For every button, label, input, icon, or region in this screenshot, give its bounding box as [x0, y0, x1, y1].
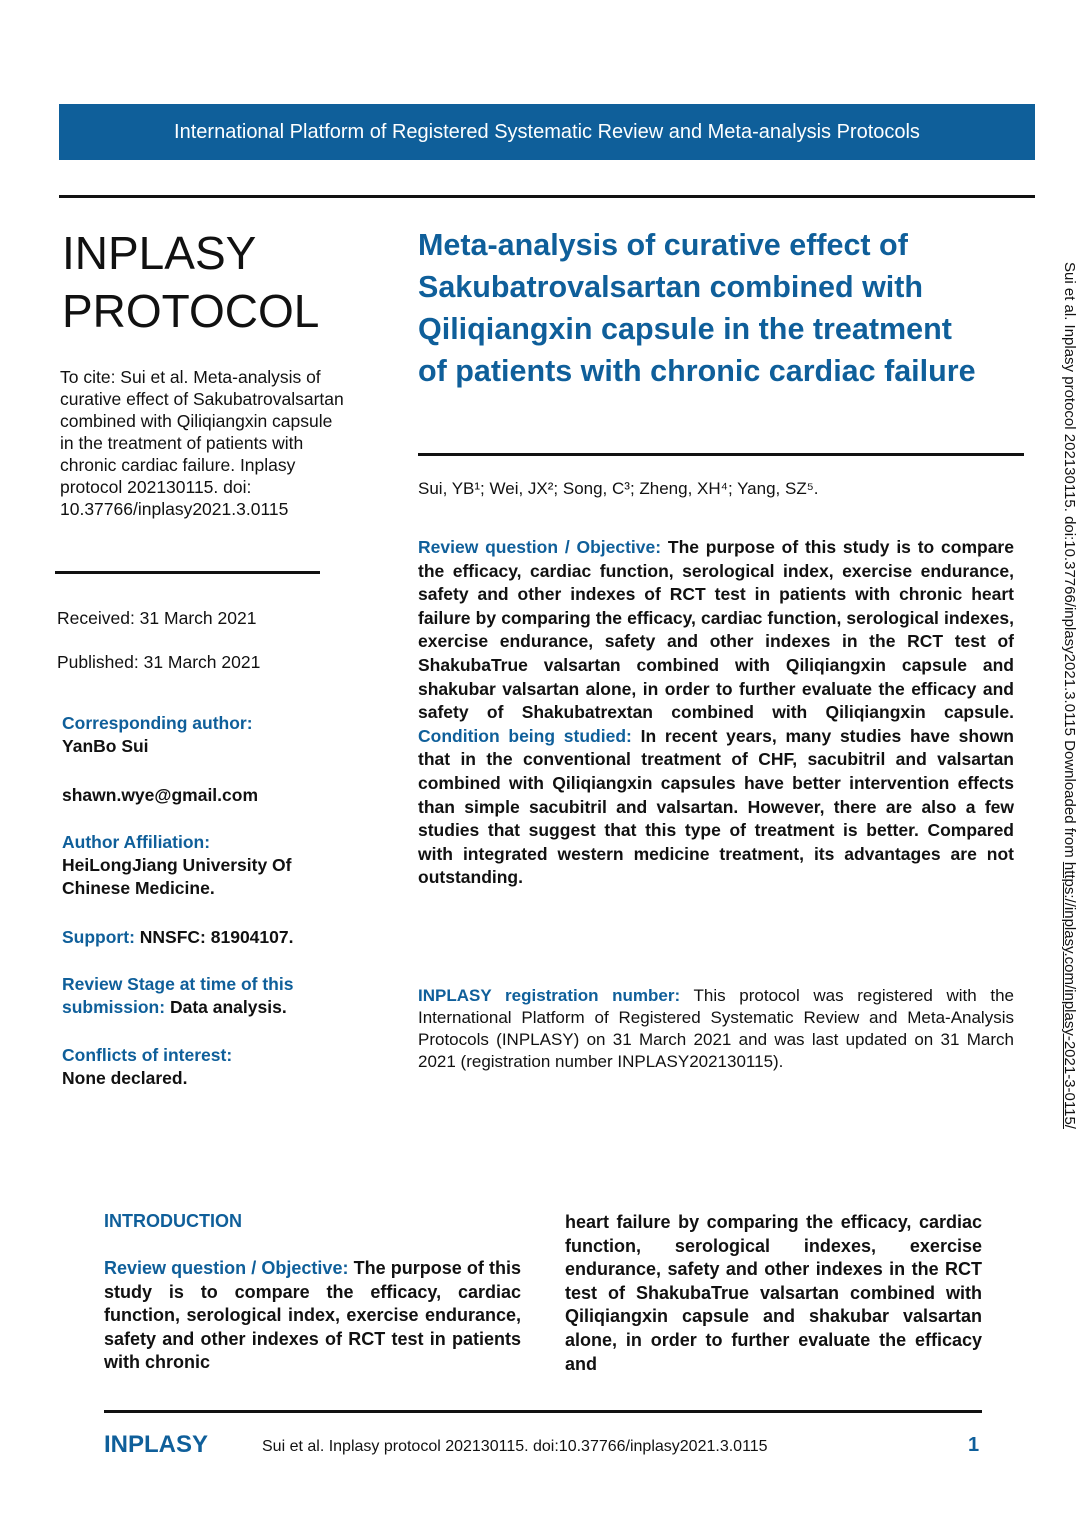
- received-date: Received: 31 March 2021: [57, 608, 257, 628]
- conflicts-value: None declared.: [62, 1068, 188, 1088]
- affiliation-block: [62, 831, 352, 900]
- footer-brand: INPLASY: [104, 1431, 209, 1458]
- support-value: NNSFC: 81904107.: [139, 927, 294, 947]
- corresponding-author-name: YanBo Sui: [62, 736, 149, 756]
- affiliation-label: Author Affiliation:: [62, 832, 211, 852]
- abstract-condition-text: In recent years, many studies have shown that in the conventional treatment of CHF, sacubitril and valsartan combined with Qiliqiangxin capsules have better intervention effects than simple sacubitril and valsartan. However, there are also a few studies that suggest that this type of treatment is better. Compared with integrated western medicine treatment, its advantages are not outstanding.: [418, 725, 1015, 888]
- abstract: [418, 536, 1014, 890]
- abstract-objective-label: Review question / Objective:: [418, 537, 662, 557]
- author-list: Sui, YB¹; Wei, JX²; Song, C³; Zheng, XH⁴; Yang, SZ⁵.: [418, 479, 819, 498]
- top-divider: [59, 195, 1035, 198]
- registration-block: [418, 985, 1014, 1073]
- paper-title: Meta-analysis of curative effect of Sakubatrovalsartan combined with Qiliqiangxin capsule in the treatment of patients with chronic cardiac failure: [418, 228, 976, 388]
- affiliation-value: HeiLongJiang University Of Chinese Medicine.: [62, 855, 292, 898]
- brand-line-2: PROTOCOL: [62, 285, 320, 337]
- intro-column-1: [104, 1257, 521, 1375]
- abstract-condition-label: Condition being studied:: [418, 725, 632, 746]
- corresponding-author-label: Corresponding author:: [62, 713, 253, 733]
- download-link[interactable]: https://inplasy.com/inplasy-2021-3-0115/: [1061, 861, 1078, 1129]
- review-stage-value: Data analysis.: [169, 997, 287, 1017]
- support-label: Support:: [62, 927, 135, 947]
- citation-text: To cite: Sui et al. Meta-analysis of curative effect of Sakubatrovalsartan combined with Qiliqiangxin capsule in the treatment of patients with chronic cardiac failure. Inplasy protocol 202130115. doi: 10.37766/inplasy2021.3.0115: [60, 367, 344, 519]
- left-divider: [55, 571, 320, 574]
- protocol-brand: [62, 224, 319, 340]
- conflicts-block: [62, 1044, 352, 1090]
- title-divider: [418, 453, 1024, 456]
- brand-line-1: INPLASY: [62, 227, 257, 279]
- intro-objective-label: Review question / Objective:: [104, 1258, 349, 1278]
- vertical-download-note: [1061, 262, 1078, 1129]
- conflicts-label: Conflicts of interest:: [62, 1045, 233, 1065]
- corresponding-author-block: [62, 712, 352, 758]
- registration-text: This protocol was registered with the International Platform of Registered Systematic Review and Meta-Analysis Protocols (INPLASY) on 31 March 2021 and was last updated on 31 March 2021 (registration number INPLASY202130115).: [418, 986, 1014, 1071]
- registration-label: INPLASY registration number:: [418, 986, 681, 1005]
- abstract-objective-text: The purpose of this study is to compare the efficacy, cardiac function, serological index, exercise endurance, safety and other indexes of RCT test in patients with chronic heart failure by comparing the efficacy, cardiac function, serological indexes, exercise endurance, safety and other indexes in the RCT test of ShakubaTrue valsartan combined with Qiliqiangxin capsule and shakubar valsartan alone, in order to further evaluate the efficacy and safety of Shakubatrextan combined with Qiliqiangxin capsule.: [418, 537, 1014, 723]
- support-block: [62, 926, 352, 949]
- header-banner: International Platform of Registered Systematic Review and Meta-analysis Protocols: [59, 104, 1035, 160]
- intro-column-2: heart failure by comparing the efficacy, cardiac function, serological indexes, exercise endurance, safety and other indexes in the RCT test of ShakubaTrue valsartan combined with Qiliqiangxin capsule and shakubar valsartan alone, in order to further evaluate the efficacy and: [565, 1212, 982, 1374]
- footer-divider: [104, 1410, 982, 1413]
- published-date: Published: 31 March 2021: [57, 652, 261, 672]
- footer-citation: Sui et al. Inplasy protocol 202130115. doi:10.37766/inplasy2021.3.0115: [262, 1438, 768, 1455]
- introduction-heading: INTRODUCTION: [104, 1211, 242, 1231]
- author-email[interactable]: shawn.wye@gmail.com: [62, 785, 259, 805]
- vertical-citation: Sui et al. Inplasy protocol 202130115. doi:10.37766/inplasy2021.3.0115 Downloaded from: [1061, 262, 1078, 862]
- intro-col1-text: The purpose of this study is to compare the efficacy, cardiac function, serological index, exercise endurance, safety and other indexes of RCT test in patients with chronic: [104, 1258, 521, 1373]
- review-stage-label: Review Stage at time of this submission:: [62, 974, 294, 1017]
- review-stage-block: [62, 973, 342, 1019]
- page-number: 1: [968, 1434, 980, 1456]
